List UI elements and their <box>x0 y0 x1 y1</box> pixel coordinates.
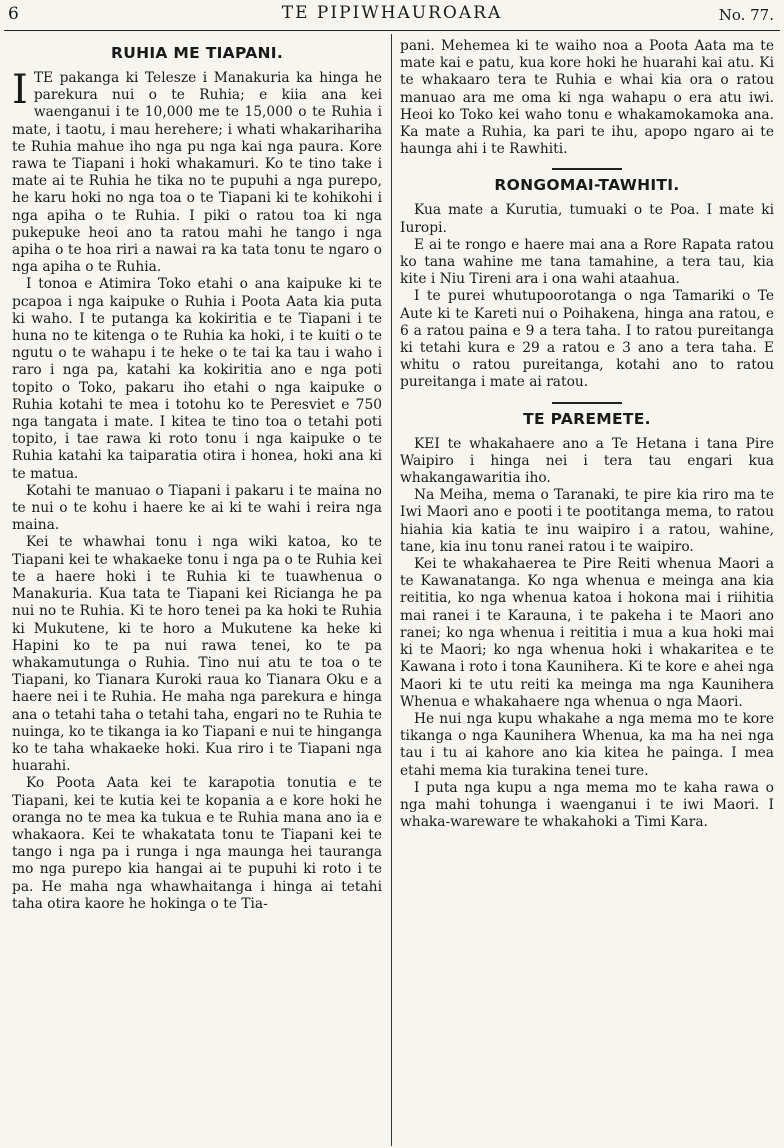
article-paragraph: ITE pakanga ki Telesze i Manakuria ka hinga he parekura nui o te Ruhia; e kiia ana kei waenganui i te 10,000 me te 15,000 o te Ruhia i mate, i taotu, i mau herehere; i whati whakarihariha te Ruhia mahue iho nga pu nga kai nga paura. Kore rawa te Tiapani i hoki whakamuri. Ko te tino take i mate ai te Ruhia he tika no te pupuhi a nga purepo, he karu hoki no nga toa o te Tiapani ki te kohikohi i nga apiha o te Ruhia. I piki o ratou toa ki nga pukepuke heoi ano ta ratou mahi he tango i nga apiha o te hoa riri a nawai ra ka tata tonu te ngaro o nga apiha o te Ruhia. <box>12 67 382 276</box>
right-column <box>400 38 774 831</box>
header-rule <box>4 30 780 31</box>
article-paragraph: E ai te rongo e haere mai ana a Rore Rapata ratou ko tana wahine me tana tamahine, a tera tau, kia kite i Niu Tireni ara i ona wahi ataahua. <box>400 236 774 288</box>
article-paragraph: I puta nga kupu a nga mema mo te kaha rawa o nga mahi tohunga i waenganui i te iwi Maori. I whaka-wareware te whakahoki a Timi Kara. <box>400 779 774 831</box>
article-paragraph: Kei te whakahaerea te Pire Reiti whenua Maori a te Kawanatanga. Ko nga whenua e meinga ana kia reititia, ko nga whenua katoa i hokona mai i riihitia mai ranei i te Karauna, i te pakeha i te Maori ano ranei; ko nga whenua i reititia i mua a kua hoki mai ki te Maori; ko nga whenua hoki i whakaritea e te Kawana i roto i tona Kaunihera. Ki te kore e ahei nga Maori ki te utu reiti ka meinga ma nga Kaunihera Whenua e whakahaere nga whenua o nga Maori. <box>400 556 774 710</box>
left-column <box>12 38 382 913</box>
article-heading-rongomai: RONGOMAI-TAWHITI. <box>494 176 680 195</box>
section-rule <box>552 402 622 404</box>
article-paragraph: He nui nga kupu whakahe a nga mema mo te kore tikanga o nga Kaunihera Whenua, ka ma ha nei nga tau i tu ai kahore ano kia kitea he painga. I mea etahi mema kia turakina tenei ture. <box>400 710 774 779</box>
column-divider <box>391 34 392 1146</box>
article-paragraph: I te purei whutupoorotanga o nga Tamariki o Te Aute ki te Kareti nui o Poihakena, hinga ana ratou, e 6 a ratou paina e 9 a tera taha. I to ratou pureitanga ki tetahi kura e 29 a ratou e 3 ano a tera taha. E whitu o ratou pureitanga, kotahi ano to ratou pureitanga i mate ai ratou. <box>400 288 774 391</box>
article-heading-paremete: TE PAREMETE. <box>523 409 651 428</box>
article-paragraph: Ko Poota Aata kei te karapotia tonutia e te Tiapani, kei te kutia kei te kopania a e kore hoki he oranga no te mea ka tukua e te Ruhia mana ano ia e whakaora. Kei te whakatata tonu te Tiapani kei te tango i nga pa i runga i nga maunga hei tauranga mo nga purepo kia hangai ai te pupuhi ki roto i te pa. He maha nga whawhaitanga i hinga ai tetahi taha otira kaore he hokinga o te Tia- <box>12 775 382 912</box>
page-header <box>0 0 784 34</box>
article-continuation: pani. Mehemea ki te waiho noa a Poota Aata ma te mate kai e patu, kua kore hoki he huarahi kai atu. Ki te whakaaro tera te Ruhia e whai kia ora o ratou manuao ara me oma ki nga wahapu o era atu iwi. Heoi ko Toko kei waho tonu e whakamokamoka ana. Ka mate a Ruhia, ka pari te ihu, apopo ngaro ai te haunga ahi i te Rawhiti. <box>400 38 774 158</box>
article-paragraph: Kotahi te manuao o Tiapani i pakaru i te maina no te nui o te kohu i haere ke ai ki te wahi i reira nga maina. <box>12 482 382 534</box>
article-paragraph: Kua mate a Kurutia, tumuaki o te Poa. I mate ki Iuropi. <box>400 202 774 236</box>
article-heading-ruhia: RUHIA ME TIAPANI. <box>110 44 284 62</box>
article-paragraph: I tonoa e Atimira Toko etahi o ana kaipuke ki te pcapoa i nga kaipuke o Ruhia i Poota Aata kia puta ki waho. I te putanga ka kokiritia e te Tiapani i te huna no te kitenga o te Ruhia ka hoki, i te kuiti o te ngutu o te wahapu i te heke o te tai ka tau i waho i raro i nga pa, katahi ka kokiritia ano e nga poti topito o Toko, pakaru iho etahi o nga kaipuke o Ruhia kotahi te mea i totohu ko te Peresviet e 750 nga tangata i mate. I kitea te tino toa o tetahi poti topito, i tae rawa ki roto tonu i nga kaipuke o te Ruhia katahi ka taiparatia otira i honea, hoki ana ki te matua. <box>12 276 382 482</box>
newspaper-title: TE PIPIWHAUROARA <box>281 3 503 23</box>
section-rule <box>552 168 622 170</box>
article-paragraph: Na Meiha, mema o Taranaki, te pire kia riro ma te Iwi Maori ano e pooti i te pootitanga mema, to ratou hiahia kia katia te inu waipiro i a ratou, wahine, tane, kia inu tonu ranei ratou i te waipiro. <box>400 487 774 555</box>
article-paragraph: KEI te whakahaere ano a Te Hetana i tana Pire Waipiro i hinga nei i tera tau engari kua whakangawaritia iho. <box>400 435 774 487</box>
page-number: 6 <box>8 4 19 24</box>
drop-cap: I <box>12 67 28 113</box>
issue-number: No. 77. <box>718 6 774 24</box>
article-paragraph: Kei te whawhai tonu i nga wiki katoa, ko te Tiapani kei te whakaeke tonu i nga pa o te Ruhia kei te a haere hoki i te Ruhia ki te tuawhenua o Manakuria. Kua tata te Tiapani kei Riciangа he pa nui no te Ruhia. Ki te horo tenei pa ka hoki te Ruhia ki Mukutene, ki te horo a Mukutene ka heke ki Hapini ko te pa nui rawa tenei, ko te pa whakamutunga o Ruhia. Tino nui atu te toa o te Tiapani, ko Tianara Kuroki raua ko Tianara Oku e a haere nei i te Ruhia. He maha nga parekura e hinga ana o tetahi taha o tetahi taha, engari no te Ruhia te nuinga, ko te tikanga ia ko Tiapani e nui te hinganga ko te taha whakaeke hoki. Kua riro i te Tiapani nga huarahi. <box>12 534 382 775</box>
